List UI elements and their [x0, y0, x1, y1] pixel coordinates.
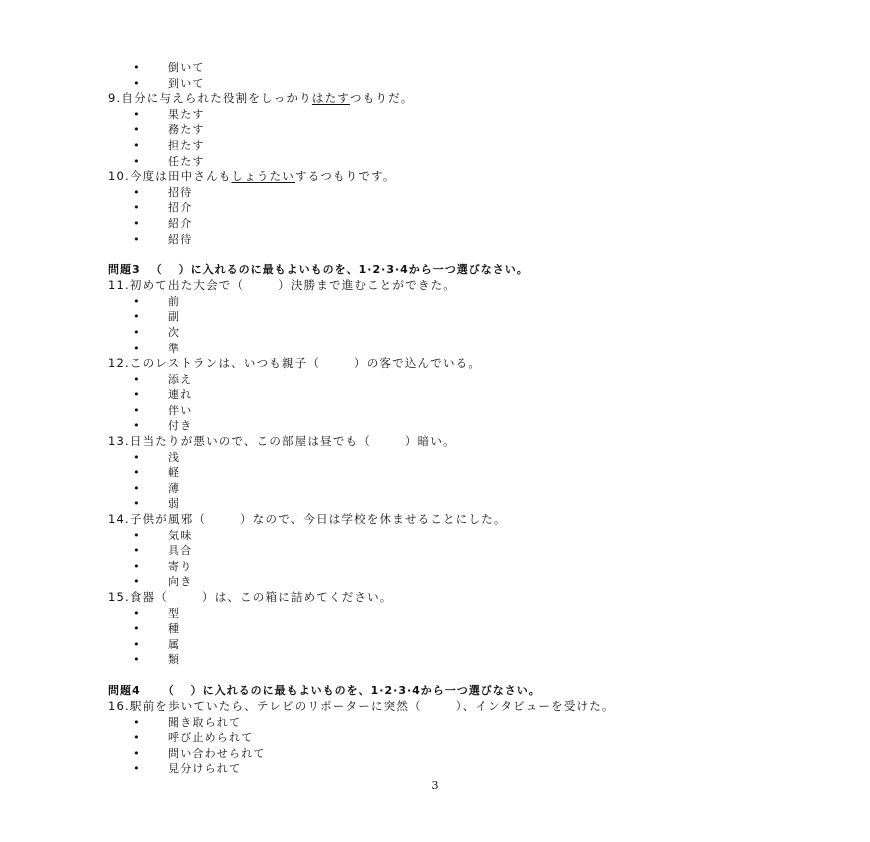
option-item: • 伴い [133, 403, 193, 417]
question-text-post: つもりだ。 [349, 91, 414, 106]
option-item: • 型 [133, 606, 181, 620]
bullet-icon: • [133, 575, 141, 589]
bullet-icon: • [133, 107, 141, 121]
question-number: 9. [108, 91, 122, 106]
option-item: • 招介 [133, 201, 193, 215]
bullet-icon: • [133, 76, 141, 90]
bullet-icon: • [133, 372, 141, 386]
bullet-icon: • [133, 201, 141, 215]
option-item: • 聞き取られて [133, 715, 242, 729]
question-number: 16. [108, 698, 130, 713]
bullet-icon: • [133, 528, 141, 542]
option-item: • 見分けられて [133, 762, 242, 776]
question-number: 13. [108, 434, 130, 449]
question-number: 15. [108, 590, 130, 604]
section-title: 問題4 [108, 683, 141, 697]
question-10 [108, 169, 828, 185]
option-item: • 務たす [133, 123, 205, 137]
section-3-heading: 問題3 （ ）に入れるのに最もよいものを、1·2·3·4から一つ選びなさい。 [108, 263, 529, 277]
spacer [108, 247, 828, 262]
bullet-icon: • [133, 481, 141, 495]
bullet-icon: • [133, 185, 141, 199]
bullet-icon: • [133, 559, 141, 573]
bullet-icon: • [133, 637, 141, 651]
question-16: 16.駅前を歩いていたら、テレビのリポーターに突然（ ）、インタビューを受けた。 [108, 698, 615, 713]
option-item: • 弱 [133, 497, 181, 511]
option-item: • 問い合わせられて [133, 746, 266, 760]
option-item: • 付き [133, 419, 193, 433]
option-item: • 属 [133, 637, 181, 651]
spacer [108, 668, 828, 683]
bullet-icon: • [133, 762, 141, 776]
bullet-icon: • [133, 544, 141, 558]
option-item: • 担たす [133, 138, 205, 152]
bullet-icon: • [133, 622, 141, 636]
option-item: • 前 [133, 294, 181, 308]
question-number: 11. [108, 278, 130, 293]
option-item: • 種 [133, 622, 181, 636]
question-12: 12.このレストランは、いつも親子（ ）の客で込んでいる。 [108, 356, 482, 371]
bullet-icon: • [133, 388, 141, 402]
bullet-icon: • [133, 653, 141, 667]
question-number: 14. [108, 512, 130, 527]
option-item: • 呼び止められて [133, 731, 254, 745]
bullet-icon: • [133, 466, 141, 480]
bullet-icon: • [133, 61, 141, 74]
bullet-icon: • [133, 419, 141, 433]
option-item: • 薄 [133, 481, 181, 495]
bullet-icon: • [133, 403, 141, 417]
option-item: • 具合 [133, 544, 193, 558]
question-14: 14.子供が風邪（ ）なので、今日は学校を休ませることにした。 [108, 512, 507, 527]
option-item: • 浅 [133, 450, 181, 464]
option-item: • 副 [133, 310, 181, 324]
option-item: • 次 [133, 325, 181, 339]
bullet-icon: • [133, 216, 141, 230]
option-item: • 連れ [133, 388, 193, 402]
option-item: • 倒いて [133, 61, 205, 74]
section-instruction: に入れるのに最もよいものを、1·2·3·4から一つ選びなさい。 [190, 263, 529, 277]
option-item: • 軽 [133, 466, 181, 480]
question-text-post: するつもりです。 [295, 169, 396, 184]
option-item: • 紹介 [133, 216, 193, 230]
bullet-icon: • [133, 497, 141, 511]
option-item: • 寄り [133, 559, 193, 573]
section-4-heading: 問題4 （ ）に入れるのに最もよいものを、1·2·3·4から一つ選びなさい。 [108, 683, 541, 697]
bullet-icon: • [133, 606, 141, 620]
question-13: 13.日当たりが悪いので、この部屋は昼でも（ ）暗い。 [108, 434, 456, 449]
bullet-icon: • [133, 325, 141, 339]
option-item: • 向き [133, 575, 193, 589]
option-item: • 到いて [133, 76, 205, 90]
bullet-icon: • [133, 450, 141, 464]
bullet-icon: • [133, 154, 141, 168]
question-number: 10. [108, 169, 130, 184]
option-item: • 準 [133, 341, 181, 355]
bullet-icon: • [133, 294, 141, 308]
question-number: 12. [108, 356, 130, 371]
question-15: 15.食器（ ）は、この箱に詰めてください。 [108, 590, 393, 604]
exam-content [108, 60, 828, 777]
section-title: 問題3 [108, 263, 141, 277]
bullet-icon: • [133, 310, 141, 324]
option-item: • 気味 [133, 528, 193, 542]
bullet-icon: • [133, 731, 141, 745]
underlined-word: はたす [311, 91, 350, 106]
option-item: • 果たす [133, 107, 205, 121]
question-11: 11.初めて出た大会で（ ）決勝まで進むことができた。 [108, 278, 457, 293]
section-instruction: に入れるのに最もよいものを、1·2·3·4から一つ選びなさい。 [202, 683, 541, 697]
question-text-pre: 今度は田中さんも [129, 169, 232, 184]
underlined-word: しょうたい [231, 169, 295, 184]
page-number: 3 [431, 779, 439, 792]
bullet-icon: • [133, 123, 141, 137]
option-item: • 招待 [133, 185, 193, 199]
bullet-icon: • [133, 746, 141, 760]
option-item: • 添え [133, 372, 193, 386]
option-item: • 任たす [133, 154, 205, 168]
option-item: • 紹待 [133, 232, 193, 246]
question-9 [108, 91, 828, 107]
question-text-pre: 自分に与えられた役割をしっかり [121, 91, 312, 106]
bullet-icon: • [133, 341, 141, 355]
option-item: • 類 [133, 653, 181, 667]
bullet-icon: • [133, 138, 141, 152]
bullet-icon: • [133, 232, 141, 246]
bullet-icon: • [133, 715, 141, 729]
